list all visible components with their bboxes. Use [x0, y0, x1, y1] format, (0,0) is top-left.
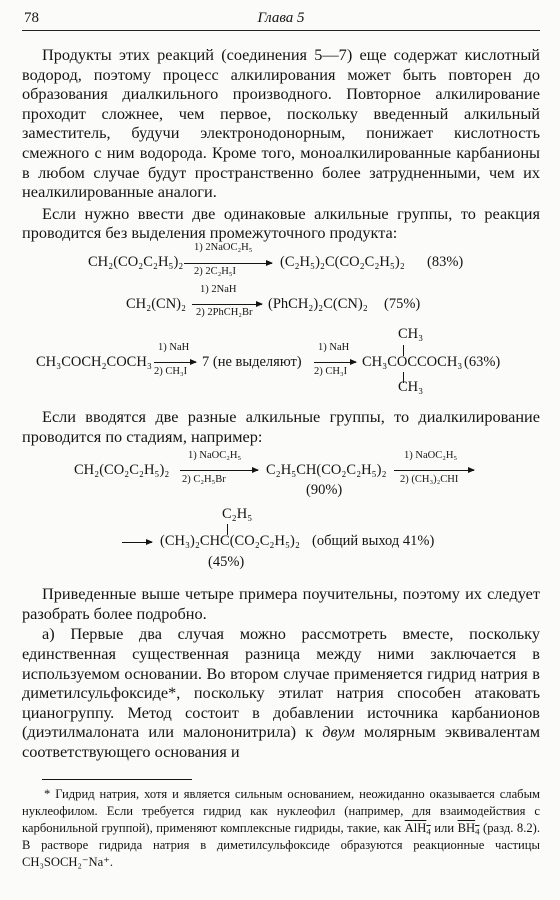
reaction-3-arrow-2	[314, 362, 356, 363]
reaction-4-reagent-below-2: 2) (CH₃)₂CHI	[400, 474, 459, 486]
reaction-2-product: (PhCH₂)₂C(CN)₂	[268, 295, 368, 312]
reaction-1	[22, 243, 540, 283]
reaction-4-product-note: (общий выход 41%)	[312, 533, 435, 550]
reaction-4-step-2	[22, 502, 540, 576]
reaction-3-reagent-above-2: 1) NaH	[318, 341, 350, 353]
reaction-1-reactant: CH₂(CO₂C₂H₅)₂	[88, 253, 184, 270]
paragraph-4: Приведенные выше четыре примера поучительны, поэтому их следует разобрать более подробно.	[22, 584, 540, 623]
reaction-2-reactant: CH₂(CN)₂	[126, 295, 187, 312]
footnote-divider	[42, 779, 192, 780]
reaction-2	[22, 283, 540, 321]
reaction-1-yield: (83%)	[427, 253, 464, 270]
reaction-4-reagent-above-1: 1) NaOC₂H₅	[188, 450, 242, 462]
paragraph-5-text-b: молярным эквивалентам соответствующего основания и	[22, 722, 540, 761]
reaction-4-step-1	[22, 446, 540, 502]
paragraph-5-emphasis: двум	[322, 722, 355, 742]
reaction-2-reagent-above: 1) 2NaH	[200, 283, 237, 295]
reaction-2-reagent-below: 2) 2PhCH₂Br	[196, 306, 253, 318]
reaction-3-reagent-below-1: 2) CH₃I	[154, 365, 188, 377]
reaction-3-arrow-1	[154, 362, 196, 363]
page-header	[22, 8, 540, 31]
reaction-3-reactant: CH₃COCH₂COCH₃	[36, 353, 152, 370]
reaction-4-intermediate-yield: (90%)	[306, 482, 343, 499]
reaction-3-yield: (63%)	[464, 353, 501, 370]
bh4-formula: $BH_4$	[457, 821, 480, 837]
reaction-4-reactant: CH₂(CO₂C₂H₅)₂	[74, 462, 170, 479]
reaction-3-product: CH₃COCCOCH₃	[362, 353, 463, 370]
paragraph-3: Если вводятся две разные алкильные группы, то диалкилирование проводится по стадиям, например:	[22, 406, 540, 446]
alh4-formula: AlH$_4$	[404, 821, 431, 837]
reaction-3-methyl-top: CH₃	[398, 325, 424, 342]
reaction-4-product: (CH₃)₂CHC(CO₂C₂H₅)₂	[160, 533, 300, 550]
reaction-3-intermediate: 7 (не выделяют)	[202, 353, 302, 370]
footnote-text-2: В растворе гидрида натрия в диметилсульфоксиде образуются реакционные частицы	[22, 837, 540, 852]
reaction-3-reagent-below-2: 2) CH₃I	[314, 365, 348, 377]
reaction-4-reagent-above-2: 1) NaOC₂H₅	[404, 450, 458, 462]
reaction-4-reagent-below-1: 2) C₂H₅Br	[182, 474, 226, 486]
reaction-1-arrow	[184, 263, 272, 264]
reaction-4-arrow-2	[394, 470, 474, 471]
footnote-text-1: * Гидрид натрия, хотя и является сильным основанием, неожиданно оказывается слабым нуклеофилом. Если требуется гидрид как нуклеофил (например, для взаимодействия с карбонильной группой), применяют комплексные гидриды, такие, как	[22, 787, 540, 836]
reaction-1-reagent-below: 2) 2C₂H₅I	[194, 265, 237, 277]
paragraph-5	[22, 624, 540, 761]
footnote	[22, 786, 540, 870]
footnote-ref: (разд. 8.2).	[483, 821, 541, 836]
reaction-3-methyl-bottom: CH₃	[398, 378, 424, 395]
reaction-1-reagent-above: 1) 2NaOC₂H₅	[194, 241, 253, 253]
reaction-4-yield: (45%)	[208, 554, 245, 571]
reaction-4-ethyl-top: C₂H₅	[222, 506, 253, 523]
reaction-3-reagent-above-1: 1) NaH	[158, 341, 190, 353]
book-page	[22, 8, 540, 870]
reaction-2-arrow	[192, 304, 262, 305]
footnote-or: или	[434, 821, 455, 836]
reaction-4-intermediate: C₂H₅CH(CO₂C₂H₅)₂	[266, 462, 387, 479]
chapter-title: Глава 5	[257, 10, 305, 26]
footnote-species: CH₃SOCH₂⁻Na⁺.	[22, 854, 113, 869]
paragraph-1: Продукты этих реакций (соединения 5—7) еще содержат кислотный водород, поэтому процесс алкилирования может быть повторен до образования диалкильного производного. Повторное алкилирование проходит сложнее, чем первое, поскольку введенный алкильный заместитель, будучи электронодонорным, понижает кислотность смежного с ним водорода. Кроме того, моноалкилированные карбанионы в любом случае будут пространственно более затрудненными, чем их неалкилированные аналоги.	[22, 45, 540, 202]
reaction-2-yield: (75%)	[384, 295, 421, 312]
paragraph-2: Если нужно ввести две одинаковые алкильные группы, то реакция проводится без выделения промежуточного продукта:	[22, 203, 540, 243]
reaction-1-product: (C₂H₅)₂C(CO₂C₂H₅)₂	[280, 253, 405, 270]
reaction-4-arrow-1	[180, 470, 258, 471]
reaction-3	[22, 321, 540, 397]
page-number: 78	[24, 10, 39, 26]
reaction-4-arrow-3	[122, 542, 152, 543]
paragraph-5-text-a: а) Первые два случая можно рассмотреть вместе, поскольку единственная существенная разница между ними заключается в используемом основании. Во втором случае применяется гидрид натрия в диметилсульфоксиде*, поскольку этилат натрия способен атаковать цианогруппу. Метод состоит в добавлении источника карбанионов (диэтилмалоната или малононитрила) к	[22, 624, 540, 742]
